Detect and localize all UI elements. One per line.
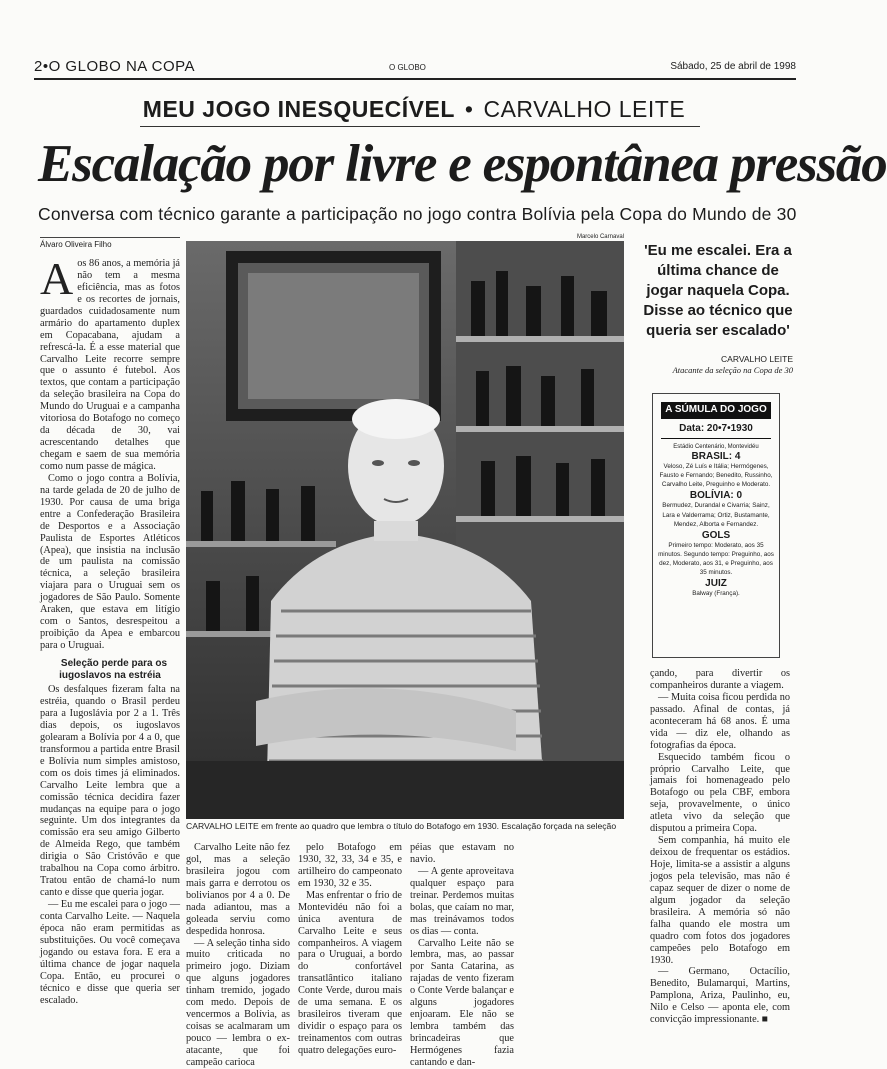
box-title: A SÚMULA DO JOGO (661, 402, 771, 417)
team-brazil-score: BRASIL: 4 (691, 451, 741, 462)
goals-label: GOLS (701, 529, 731, 541)
photo-caption: CARVALHO LEITE em frente ao quadro que lembra o título do Botafogo em 1930. Escalação forçada na seleção (186, 821, 617, 831)
byline: Álvaro Oliveira Filho (40, 237, 180, 249)
pull-quote: 'Eu me escalei. Era a última chance de jogar naquela Copa. Disse ao técnico que queria ser escalado' (643, 242, 793, 339)
article-paragraph: Como o jogo contra a Bolívia, na tarde gelada de 20 de julho de 1930. Por causa de uma briga entre a Confederação Brasileira de Desportos e a Associação Paulista de Esportes Atléticos (Apea), que insistia na inclusão de um paulista na comissão técnica, a seleção brasileira viajara para o Uruguai sem os jogadores de São Paulo. Somente Araken, que estava em litígio com o Santos, desrespeitou a proibição da Apea e embarcou para o Uruguai. (40, 472, 180, 651)
section-title-part1: MEU JOGO INESQUECÍVEL (142, 96, 455, 122)
photo-credit: Marcelo Carnaval (576, 234, 624, 240)
drop-cap: A (40, 253, 74, 304)
article-paragraph: — Eu me escalei para o jogo — conta Carvalho Leite. — Naquela época não eram permitidas as substituições. Ou você começava jogando ou estava fora. E era a última chance de jogar naquela Copa. Então, eu procurei o técnico e disse que queria ser escalado. (40, 899, 180, 1006)
article-paragraph: Carvalho Leite não se lembra, mas, ao passar por Santa Catarina, as rajadas de vento fizeram o Conte Verde balançar e alguns jogadores enjoaram. Ele não se lembra também das brincadeiras que Hermógenes fazia cantando e dan- (410, 937, 514, 1068)
match-date: Data: 20•7•1930 (661, 417, 771, 439)
article-paragraph (40, 253, 180, 473)
page-header (34, 58, 796, 80)
article-photo (186, 241, 624, 819)
referee-name: Balway (França). (692, 590, 740, 598)
section-rule (140, 126, 700, 127)
article-paragraph: Mas enfrentar o frio de Montevidéu não foi a única aventura de Carvalho Leite e seus companheiros. A viagem para o Uruguai, a bordo do confortável transatlântico italiano Conte Verde, durou mais de uma semana. E os brasileiros tiveram que dividir o espaço para os treinamentos com outras quatro delegações euro- (298, 889, 402, 1056)
article-paragraph: Os desfalques fizeram falta na estréia, quando o Brasil perdeu para a Iugoslávia por 2 a 1. Três dias depois, os iugoslavos golearam a Bolívia por 4 a 0, que transformou a partida entre Brasil e Bolívia num simples amistoso, com os dois times já eliminados. Carvalho Leite lembra que a comissão técnica decidira fazer mudanças na equipe para o jogo seguinte. Um dos integrantes da comissão era seu amigo Gilberto de Almeida Rego, que também dirigia o São Cristóvão e que trabalhou na Copa como árbitro. Tratou então de chamá-lo num canto e disse que queria jogar. (40, 684, 180, 899)
newspaper-name: O GLOBO (389, 63, 426, 72)
article-paragraph: péias que estavam no navio. (410, 842, 514, 865)
article-column-5 (650, 668, 790, 1026)
referee-label: JUIZ (705, 578, 727, 590)
match-venue: Estádio Centenário, Montevidéu (673, 444, 759, 450)
article-paragraph: çando, para divertir os companheiros durante a viagem. (650, 668, 790, 691)
article-paragraph: pelo Botafogo em 1930, 32, 33, 34 e 35, e artilheiro do campeonato em 1930, 32 e 35. (298, 842, 402, 889)
article-paragraph: — A seleção tinha sido muito criticada no primeiro jogo. Diziam que alguns jogadores tinham tremido, jogado com medo. Depois de vencermos a Bolívia, as coisas se acalmaram um pouco — lembra o ex-atacante, que foi campeão carioca (186, 937, 290, 1068)
article-column-4 (410, 842, 514, 1068)
article-subtitle: Seleção perde para os iugoslavos na estréia (59, 657, 168, 681)
quote-attribution-name: CARVALHO LEITE (721, 354, 793, 364)
article-paragraph: Carvalho Leite não fez gol, mas a seleção brasileira jogou com mais garra e derrotou os bolivianos por 4 a 0. De nada adiantou, mas a goleada serviu como despedida honrosa. (186, 842, 290, 937)
quote-attribution-role: Atacante da seleção na Copa de 30 (672, 365, 793, 375)
team-bolivia-score: BOLÍVIA: 0 (689, 490, 743, 502)
goals-detail: Primeiro tempo: Moderato, aos 35 minutos. Segundo tempo: Preguinho, aos dez, Moderato, aos 31, e Preguinho, aos 35 minutos. (658, 541, 774, 577)
publication-date: Sábado, 25 de abril de 1998 (670, 61, 796, 72)
article-paragraph: Sem companhia, há muito ele deixou de frequentar os estádios. Hoje, limita-se a assistir a alguns jogos pela televisão, mas não é capaz sequer de dizer o nome de algum jogador da seleção brasileira. A memória só não falha quando ele mostra um quadro com fotos dos jogadores campeões pelo Botafogo em 1930. (650, 835, 790, 966)
photo-illustration (186, 241, 624, 819)
headline: Escalação por livre e espontânea pressão (38, 135, 887, 193)
paragraph-text: os 86 anos, a memória já não tem a mesma eficiência, mas as fotos e os recortes de jornais, guardados cuidadosamente num armário do apartamento duplex em Copacabana, ajudam a refrescá-la. É a esse material que Carvalho Leite recorre sempre que o assunto é futebol. Aos textos, que contam a participação da seleção brasileira na Copa do Mundo do Uruguai e a campanha vitoriosa do Botafogo no começo da década de 30, vai acrescentando detalhes que chegam e saem de sua memória como num passe de mágica. (40, 258, 180, 472)
article-paragraph: — Muita coisa ficou perdida no passado. Afinal de contas, já aconteceram há 68 anos. É uma vida — diz ele, olhando as fotografias da época. (650, 691, 790, 751)
page-number-section: 2•O GLOBO NA COPA (34, 58, 196, 75)
team-bolivia-lineup: Bermudez, Durandal e Civarria; Sainz, Lara e Valderrama; Ortiz, Bustamante, Mendez, Alborta e Fernandez. (662, 502, 770, 528)
section-title-part2: CARVALHO LEITE (483, 96, 686, 122)
article-paragraph: Esquecido também ficou o próprio Carvalho Leite, que jamais foi homenageado pelo Botafogo ou pela CBF, embora seja, provavelmente, o único atleta vivo da seleção que disputou a primeira Copa. (650, 751, 790, 835)
article-column-3 (298, 842, 402, 1056)
article-column-2 (186, 842, 290, 1068)
article-paragraph: — Germano, Octacílio, Benedito, Bulamarqui, Martins, Pamplona, Ariza, Paulinho, eu, Nilo e Celso — aponta ele, com convicção impressionante. ■ (650, 966, 790, 1026)
team-brazil-lineup: Veloso, Zé Luís e Itália; Hermógenes, Fausto e Fernando; Benedito, Russinho, Carvalho Leite, Preguinho e Moderato. (659, 463, 773, 489)
article-column-1 (40, 253, 180, 1018)
section-separator: • (464, 96, 474, 122)
section-title (0, 96, 828, 123)
article-paragraph: — A gente aproveitava qualquer espaço para treinar. Perdemos muitas bolas, que caíam no mar, mas treinávamos todos os dias — conta. (410, 865, 514, 937)
subheadline: Conversa com técnico garante a participação no jogo contra Bolívia pela Copa do Mundo de 30 (38, 204, 797, 224)
match-summary-box (652, 393, 780, 658)
